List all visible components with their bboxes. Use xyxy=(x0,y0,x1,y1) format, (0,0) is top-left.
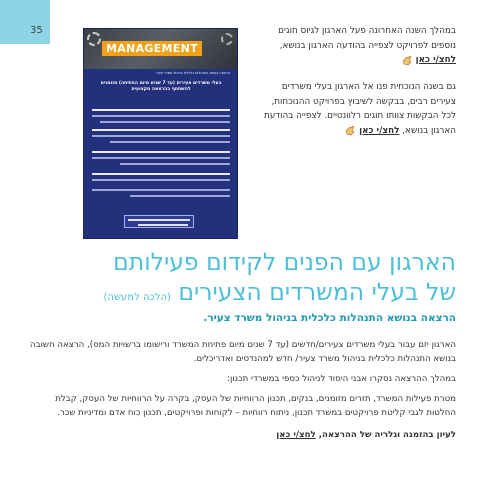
click-here-link[interactable]: לחצ/י כאן xyxy=(359,125,400,136)
gear-icon xyxy=(87,32,101,46)
flyer-text-line xyxy=(130,195,230,197)
body-paragraph-2: במהלך ההרצאה נסקרו אבני היסוד לניהול כספי במשרדי תכנון: xyxy=(227,374,456,384)
article-title-line-2 xyxy=(24,278,456,312)
page-tab xyxy=(0,0,50,44)
click-here-link[interactable]: לחצ/י כאן xyxy=(276,430,316,440)
flyer-text-line xyxy=(92,115,230,117)
body-paragraph-1: הארגון יזם עבור בעלי משרדים צעירים/חדשים (עד 7 שנים מיום פתיחת המשרד ורישומו ברשויות המס), הרצאה חשובה בנושא התנהלות כלכלית בניהול משרד צעיר/ חדש למהנדסים ואדריכלים. xyxy=(30,340,456,364)
flyer-text-line xyxy=(92,179,230,181)
click-here-link[interactable]: לחצ/י כאן xyxy=(415,55,456,65)
flyer-text-line xyxy=(92,135,230,137)
flyer-text-line xyxy=(100,121,230,123)
page-number: 35 xyxy=(30,25,43,36)
flyer-org-line: הרצאה בנושא התנהלות כלכלית בניהול משרד צעיר xyxy=(156,71,230,75)
article-title-line-1: הארגון עם הפנים לקידום פעילותם xyxy=(113,248,456,276)
flyer-text-line xyxy=(92,129,230,131)
flyer-text-line xyxy=(92,157,230,159)
side-paragraph-2 xyxy=(260,80,456,138)
flyer-headline: בעלי משרדים צעירים (עד 7 שנים מיום הפתיחה) מוזמנים להשתתף בהרצאה מקצועית xyxy=(100,81,222,92)
body-paragraph-4-text: לעיון בהזמנה וגלריה של ההרצאה, xyxy=(315,430,456,440)
article-subtitle: הרצאה בנושא התנהלות כלכלית בניהול משרד צעיר. xyxy=(203,312,456,324)
gear-icon xyxy=(221,33,233,45)
flyer-text-line xyxy=(92,109,230,111)
pointing-hand-icon xyxy=(401,54,413,66)
flyer-banner-title: MANAGEMENT xyxy=(102,41,202,56)
flyer-text-line xyxy=(92,173,230,175)
flyer-text-line xyxy=(92,151,230,153)
flyer-text-line xyxy=(110,141,230,143)
pointing-hand-icon xyxy=(344,124,356,136)
body-paragraph-4 xyxy=(24,428,456,442)
side-paragraph-2-text: גם בשנה הנוכחית פנו אל הארגון בעלי משרדים צעירים רבים, בבקשה לשיבוץ בפרויקט ההנוכחות, לכל הבקשות צוותו חוגים רלוונטיים. לצפייה בהודעת הארגון בנושא, xyxy=(264,82,456,136)
flyer-text-line xyxy=(120,163,230,165)
flyer-register-box xyxy=(124,215,194,228)
body-paragraph-3: מטרת פעילות המשרד, תזרים מזומנים, בנקים, תכנון הרווחיות של העסק, בקרה על הרווחיות של העסק, קבלת החלטות לגבי קליטת פרויקטים במשרד תכנון, ניתוח רווחיות – לקוחות ופרויקטים, תכנון כוח אדם ומדיניות שכר. xyxy=(55,394,456,418)
article-title-line-2-text: של בעלי המשרדים הצעירים xyxy=(178,278,456,306)
invitation-flyer-image[interactable] xyxy=(83,28,238,239)
side-paragraph-1 xyxy=(260,24,456,68)
flyer-text-line xyxy=(128,219,190,221)
side-paragraph-1-text: במהלך השנה האחרונה פעל הארגון לגיוס חוגים נוספים לפרויקט לצפייה בהודעה הארגון בנושא, xyxy=(278,26,456,51)
flyer-banner xyxy=(84,29,237,69)
flyer-text-line xyxy=(92,189,230,191)
article-title-note: (הלכה למעשה) xyxy=(103,292,171,303)
flyer-text-line xyxy=(138,224,188,226)
